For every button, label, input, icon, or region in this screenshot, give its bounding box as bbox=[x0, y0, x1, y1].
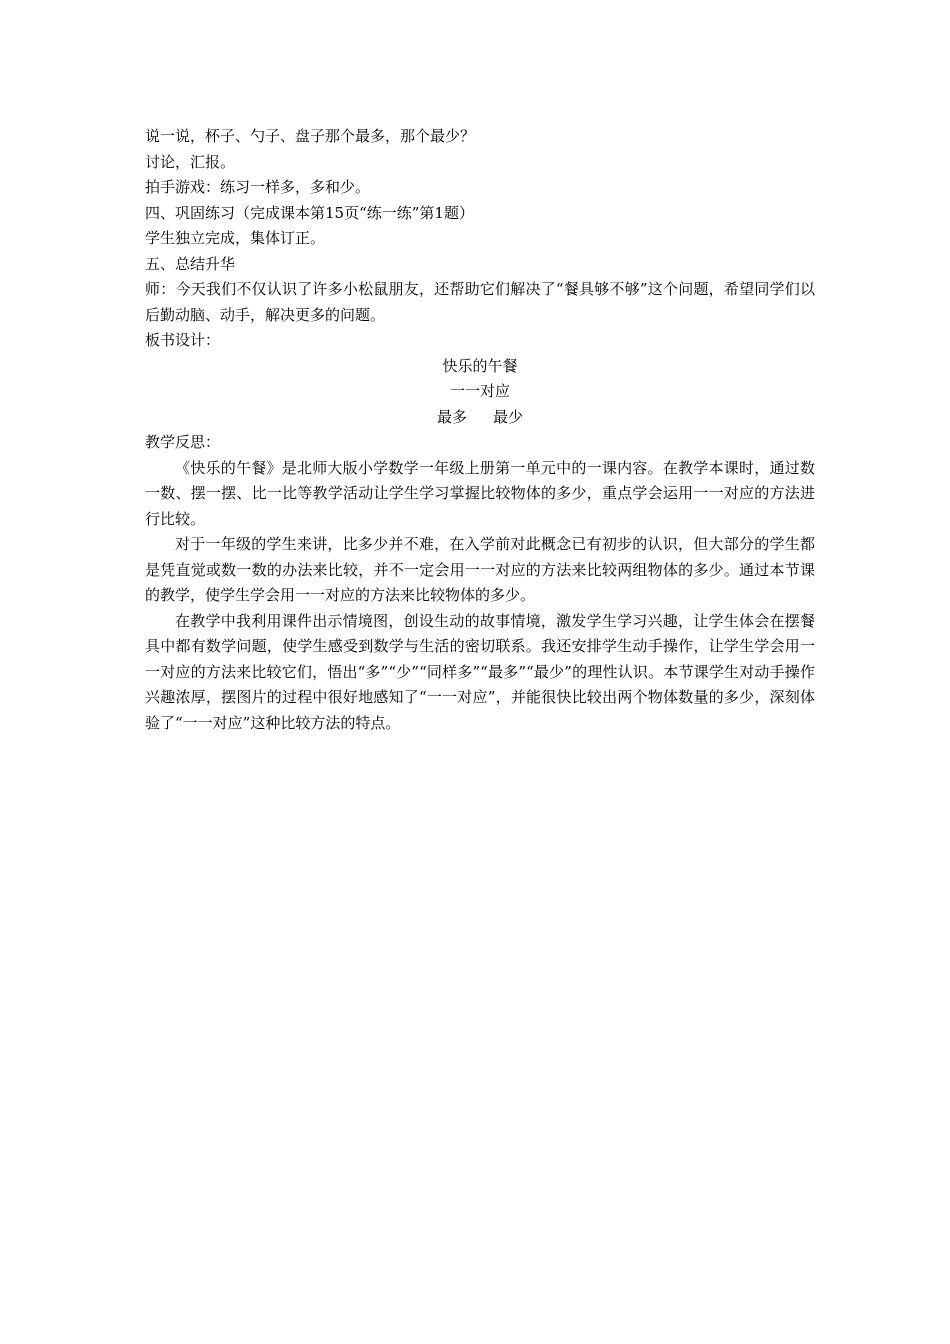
text-line: 讨论，汇报。 bbox=[145, 152, 236, 171]
document-body bbox=[145, 124, 815, 736]
board-most: 最多 bbox=[436, 407, 467, 426]
board-design-label: 板书设计： bbox=[145, 331, 221, 349]
section-heading: 四、巩固练习（完成课本第15页“练一练”第1题） bbox=[145, 203, 474, 222]
text-line: 拍手游戏：练习一样多，多和少。 bbox=[145, 178, 371, 196]
board-design bbox=[145, 354, 815, 431]
summary-paragraph: 师：今天我们不仅认识了许多小松鼠朋友，还帮助它们解决了“餐具够不够”这个问题，希望同学们以后勤动脑、动手，解决更多的问题。 bbox=[145, 280, 815, 324]
board-title: 快乐的午餐 bbox=[442, 356, 518, 375]
section-heading: 五、总结升华 bbox=[145, 254, 236, 273]
board-subtitle: 一一对应 bbox=[449, 382, 510, 400]
text-line: 学生独立完成，集体订正。 bbox=[145, 229, 326, 247]
text-line: 说一说，杯子、勺子、盘子那个最多，那个最少？ bbox=[145, 127, 476, 145]
reflection-paragraph: 《快乐的午餐》是北师大版小学数学一年级上册第一单元中的一课内容。在教学本课时，通过数一数、摆一摆、比一比等教学活动让学生学习掌握比较物体的多少，重点学会运用一一对应的方法进行比较。 bbox=[145, 458, 815, 528]
reflection-paragraph: 在教学中我利用课件出示情境图，创设生动的故事情境，激发学生学习兴趣，让学生体会在摆餐具中都有数学问题，使学生感受到数学与生活的密切联系。我还安排学生动手操作，让学生学会用一一对应的方法来比较它们，悟出“多”“少”“同样多”“最多”“最少”的理性认识。本节课学生对动手操作兴趣浓厚，摆图片的过程中很好地感知了“一一对应”，并能很快比较出两个物体数量的多少，深刻体验了“一一对应”这种比较方法的特点。 bbox=[145, 611, 815, 732]
board-least: 最少 bbox=[493, 407, 524, 426]
reflection-label: 教学反思： bbox=[145, 433, 221, 451]
reflection-paragraph: 对于一年级的学生来讲，比多少并不难，在入学前对此概念已有初步的认识，但大部分的学生都是凭直觉或数一数的办法来比较，并不一定会用一一对应的方法来比较两组物体的多少。通过本节课的教学，使学生学会用一一对应的方法来比较物体的多少。 bbox=[145, 535, 815, 604]
board-compare-row bbox=[145, 405, 815, 431]
